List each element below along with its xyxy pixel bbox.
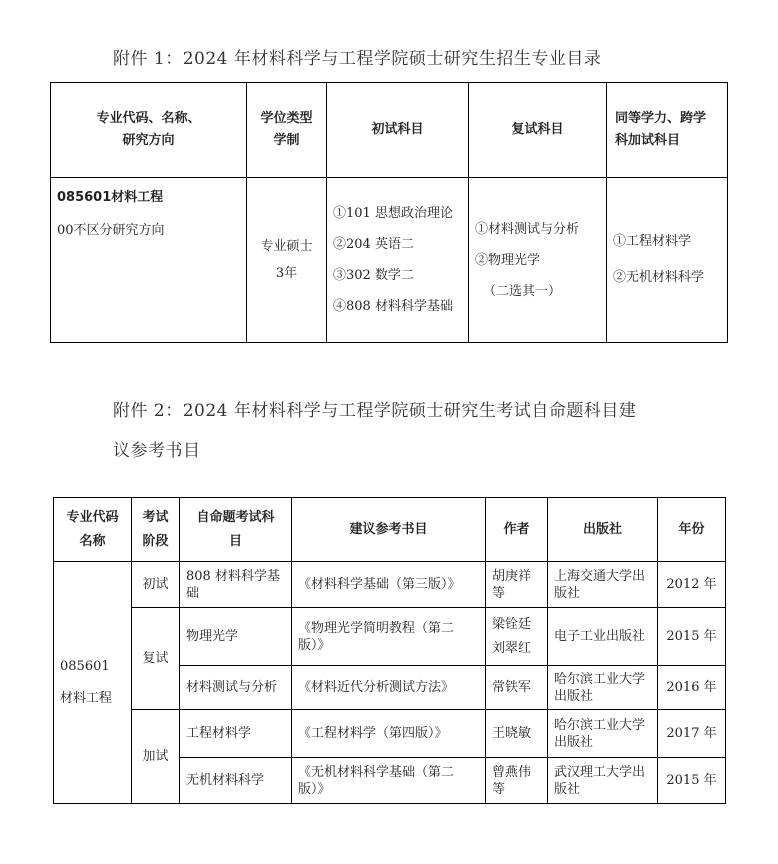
header-retest: 复试科目	[469, 83, 607, 178]
year-cell: 2015 年	[658, 608, 726, 666]
extra-subjects-cell	[607, 178, 728, 343]
author-cell: 梁铨廷 刘翠红	[486, 608, 548, 666]
header-initial: 初试科目	[327, 83, 469, 178]
stage-retest: 复试	[132, 608, 180, 710]
table-row	[54, 608, 726, 666]
author-cell: 曾燕伟等	[486, 758, 548, 804]
list-item: ②物理光学	[475, 252, 541, 268]
publisher-cell: 哈尔滨工业大学出版社	[548, 710, 658, 758]
year-cell: 2012 年	[658, 562, 726, 608]
stage-initial: 初试	[132, 562, 180, 608]
year-cell: 2015 年	[658, 758, 726, 804]
header-major: 专业代码、名称、 研究方向	[51, 83, 247, 178]
attachment1-title: 附件 1：2024 年材料科学与工程学院硕士研究生招生专业目录	[113, 49, 602, 69]
subject-cell: 材料测试与分析	[180, 666, 292, 710]
book-cell: 《材料近代分析测试方法》	[292, 666, 486, 710]
book-cell: 《材料科学基础（第三版）》	[292, 562, 486, 608]
subject-cell: 工程材料学	[180, 710, 292, 758]
stage-extra: 加试	[132, 710, 180, 804]
list-item: ④808 材料科学基础	[333, 299, 453, 314]
header-extra: 同等学力、跨学 科加试科目	[607, 83, 728, 178]
publisher-cell: 电子工业出版社	[548, 608, 658, 666]
list-item: ①材料测试与分析	[475, 221, 580, 237]
header-subject: 自命题考试科 目	[180, 498, 292, 562]
book-cell: 《无机材料科学基础（第二版）》	[292, 758, 486, 804]
attachment2-title-line2: 议参考书目	[113, 441, 201, 461]
header-book: 建议参考书目	[292, 498, 486, 562]
header-major: 专业代码 名称	[54, 498, 132, 562]
header-stage: 考试 阶段	[132, 498, 180, 562]
list-item: ③302 数学二	[333, 268, 414, 283]
header-degree: 学位类型 学制	[247, 83, 327, 178]
publisher-cell: 哈尔滨工业大学出版社	[548, 666, 658, 710]
subject-cell: 无机材料科学	[180, 758, 292, 804]
degree-type: 专业硕士	[260, 239, 313, 254]
major-code: 085601材料工程	[57, 190, 164, 205]
study-years: 3年	[275, 266, 298, 281]
header-publisher: 出版社	[548, 498, 658, 562]
subject-cell: 物理光学	[180, 608, 292, 666]
book-cell: 《工程材料学（第四版）》	[292, 710, 486, 758]
list-item: ②无机材料科学	[613, 270, 705, 285]
author-cell: 常铁军	[486, 666, 548, 710]
subject-cell: 808 材料科学基础	[180, 562, 292, 608]
reference-books-table	[53, 497, 726, 804]
major-cell	[51, 178, 247, 343]
year-cell: 2017 年	[658, 710, 726, 758]
table-row	[54, 562, 726, 608]
book-cell: 《物理光学简明教程（第二版）》	[292, 608, 486, 666]
list-item: ②204 英语二	[333, 237, 414, 252]
table-row	[51, 178, 728, 343]
list-item: （二选其一）	[483, 283, 562, 299]
degree-cell	[247, 178, 327, 343]
table-header-row	[51, 83, 728, 178]
attachment2-title-line1: 附件 2：2024 年材料科学与工程学院硕士研究生考试自命题科目建	[113, 401, 637, 421]
initial-subjects-cell	[327, 178, 469, 343]
publisher-cell: 武汉理工大学出版社	[548, 758, 658, 804]
header-year: 年份	[658, 498, 726, 562]
table-row	[54, 710, 726, 758]
table-header-row	[54, 498, 726, 562]
author-cell: 胡庚祥等	[486, 562, 548, 608]
header-author: 作者	[486, 498, 548, 562]
list-item: ①101 思想政治理论	[333, 206, 453, 221]
retest-subjects-cell	[469, 178, 607, 343]
major-cell: 085601 材料工程	[54, 562, 132, 804]
enrollment-catalog-table	[50, 82, 728, 343]
author-cell: 王晓敏	[486, 710, 548, 758]
year-cell: 2016 年	[658, 666, 726, 710]
publisher-cell: 上海交通大学出版社	[548, 562, 658, 608]
research-direction: 00不区分研究方向	[57, 223, 165, 238]
list-item: ①工程材料学	[613, 234, 692, 249]
